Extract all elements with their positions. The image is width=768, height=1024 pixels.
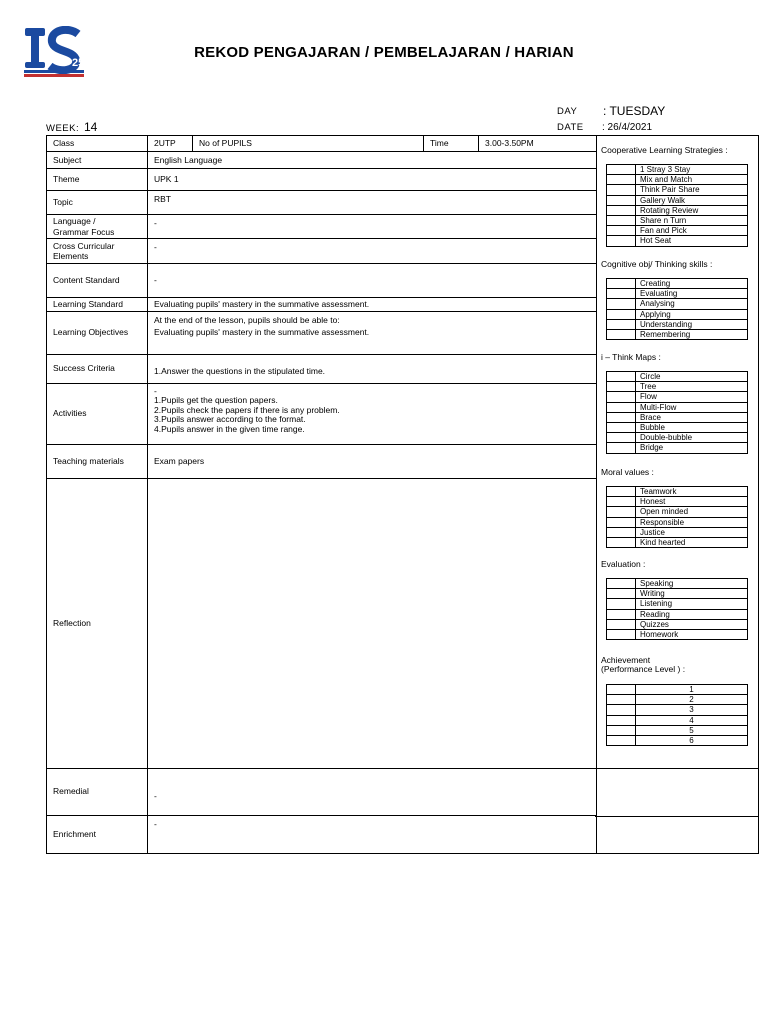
class-row <box>47 136 597 152</box>
teaching-materials-label: Teaching materials <box>47 444 148 478</box>
checkbox[interactable] <box>607 205 636 215</box>
checkbox[interactable] <box>607 487 636 497</box>
checkbox[interactable] <box>607 195 636 205</box>
success-criteria-value: 1.Answer the questions in the stipulated time. <box>148 354 597 383</box>
cog-item: Creating <box>636 279 748 289</box>
page-title: REKOD PENGAJARAN / PEMBELAJARAN / HARIAN <box>194 44 574 61</box>
cog-item: Analysing <box>636 299 748 309</box>
lesson-table <box>46 135 597 854</box>
checkbox[interactable] <box>607 433 636 443</box>
activities-dash: - <box>154 385 157 396</box>
checkbox[interactable] <box>607 422 636 432</box>
checkbox[interactable] <box>607 279 636 289</box>
level-item: 1 <box>636 685 748 695</box>
checkbox[interactable] <box>607 497 636 507</box>
cross-curricular-label <box>47 239 148 264</box>
checkbox[interactable] <box>607 589 636 599</box>
moral-title: Moral values : <box>601 467 654 477</box>
moral-item: Open minded <box>636 507 748 517</box>
checkbox[interactable] <box>607 443 636 453</box>
moral-item: Honest <box>636 497 748 507</box>
level-item: 4 <box>636 715 748 725</box>
success-criteria-label: Success Criteria <box>47 354 148 383</box>
checkbox[interactable] <box>607 319 636 329</box>
achievement-title-1: Achievement <box>601 655 651 665</box>
checkbox[interactable] <box>607 226 636 236</box>
reflection-label: Reflection <box>47 478 148 768</box>
activity-item: 2.Pupils check the papers if there is any problem. <box>154 404 340 415</box>
date-value: : 26/4/2021 <box>602 122 653 133</box>
pupils-label: No of PUPILS <box>193 136 424 152</box>
class-value: 2UTP <box>148 136 193 152</box>
activities-label: Activities <box>47 383 148 444</box>
cog-list <box>606 278 748 340</box>
checkbox[interactable] <box>607 392 636 402</box>
cross-label-2: Elements <box>53 251 89 261</box>
checkbox[interactable] <box>607 609 636 619</box>
activities-value <box>148 383 597 444</box>
achievement-list <box>606 684 748 746</box>
moral-item: Justice <box>636 527 748 537</box>
coop-item: Think Pair Share <box>636 185 748 195</box>
learning-standard-value: Evaluating pupils' mastery in the summative assessment. <box>148 298 597 312</box>
eval-item: Homework <box>636 629 748 639</box>
coop-item: Rotating Review <box>636 205 748 215</box>
theme-label: Theme <box>47 169 148 191</box>
remedial-label: Remedial <box>47 768 148 815</box>
moral-item: Teamwork <box>636 487 748 497</box>
content-standard-label: Content Standard <box>47 264 148 298</box>
cross-label-1: Cross Curricular <box>53 240 115 251</box>
checkbox[interactable] <box>607 619 636 629</box>
map-item: Tree <box>636 382 748 392</box>
checkbox[interactable] <box>607 382 636 392</box>
map-item: Bubble <box>636 422 748 432</box>
topic-label: Topic <box>47 191 148 215</box>
objectives-line-1: At the end of the lesson, pupils should be able to: <box>154 314 340 325</box>
checkbox[interactable] <box>607 165 636 175</box>
moral-item: Responsible <box>636 517 748 527</box>
learning-objectives-value <box>148 311 597 354</box>
checkbox[interactable] <box>607 599 636 609</box>
checkbox[interactable] <box>607 329 636 339</box>
checkbox[interactable] <box>607 705 636 715</box>
coop-item: Gallery Walk <box>636 195 748 205</box>
coop-item: Hot Seat <box>636 236 748 246</box>
checkbox[interactable] <box>607 629 636 639</box>
checkbox[interactable] <box>607 185 636 195</box>
level-item: 6 <box>636 735 748 745</box>
objectives-line-2: Evaluating pupils' mastery in the summative assessment. <box>154 327 370 337</box>
eval-item: Writing <box>636 589 748 599</box>
cog-title: Cognitive obj/ Thinking skills : <box>601 259 713 269</box>
checkbox[interactable] <box>607 289 636 299</box>
coop-item: Fan and Pick <box>636 226 748 236</box>
map-item: Brace <box>636 412 748 422</box>
checkbox[interactable] <box>607 175 636 185</box>
checkbox[interactable] <box>607 507 636 517</box>
eval-item: Listening <box>636 599 748 609</box>
language-label-2: Grammar Focus <box>53 226 115 237</box>
moral-item: Kind hearted <box>636 537 748 547</box>
subject-label: Subject <box>47 152 148 169</box>
maps-list <box>606 371 748 454</box>
enrichment-value: - <box>148 815 597 853</box>
class-label: Class <box>47 136 148 152</box>
level-item: 5 <box>636 725 748 735</box>
map-item: Flow <box>636 392 748 402</box>
activity-item: 4.Pupils answer in the given time range. <box>154 423 305 434</box>
subject-value: English Language <box>148 152 597 169</box>
checkbox[interactable] <box>607 309 636 319</box>
map-item: Circle <box>636 372 748 382</box>
day-value: : TUESDAY <box>603 104 666 118</box>
reflection-value <box>148 478 597 768</box>
activity-item: 3.Pupils answer according to the format. <box>154 414 306 425</box>
maps-title: i – Think Maps : <box>601 352 661 362</box>
checkbox[interactable] <box>607 695 636 705</box>
coop-item: Share n Turn <box>636 215 748 225</box>
eval-title: Evaluation : <box>601 559 646 569</box>
eval-item: Reading <box>636 609 748 619</box>
sidebar-bottom-panel <box>595 769 759 854</box>
learning-standard-label: Learning Standard <box>47 298 148 312</box>
sidebar-divider <box>595 816 759 817</box>
checkbox[interactable] <box>607 412 636 422</box>
coop-list <box>606 164 748 247</box>
cog-item: Evaluating <box>636 289 748 299</box>
content-standard-value: - <box>148 264 597 298</box>
checkbox[interactable] <box>607 299 636 309</box>
enrichment-label: Enrichment <box>47 815 148 853</box>
level-item: 2 <box>636 695 748 705</box>
checkbox[interactable] <box>607 372 636 382</box>
cross-value: - <box>148 239 597 264</box>
checkbox[interactable] <box>607 725 636 735</box>
checkbox[interactable] <box>607 517 636 527</box>
checkbox[interactable] <box>607 579 636 589</box>
achievement-title-2: (Performance Level ) : <box>601 664 686 674</box>
theme-value: UPK 1 <box>148 169 597 191</box>
eval-item: Speaking <box>636 579 748 589</box>
language-value: - <box>148 215 597 239</box>
remedial-value: - <box>148 768 597 815</box>
time-value: 3.00-3.50PM <box>479 136 597 152</box>
coop-title: Cooperative Learning Strategies : <box>601 145 728 155</box>
cog-item: Applying <box>636 309 748 319</box>
checkbox[interactable] <box>607 685 636 695</box>
checkbox[interactable] <box>607 402 636 412</box>
checkbox[interactable] <box>607 735 636 745</box>
date-label: DATE <box>557 122 584 133</box>
level-item: 3 <box>636 705 748 715</box>
topic-value: RBT <box>148 191 597 215</box>
map-item: Multi-Flow <box>636 402 748 412</box>
learning-objectives-label: Learning Objectives <box>47 311 148 354</box>
language-label-1: Language / <box>53 216 96 226</box>
coop-item: 1 Stray 3 Stay <box>636 165 748 175</box>
cog-item: Remembering <box>636 329 748 339</box>
checkbox[interactable] <box>607 527 636 537</box>
day-label: DAY <box>557 106 578 117</box>
map-item: Double-bubble <box>636 433 748 443</box>
moral-list <box>606 486 748 548</box>
time-label: Time <box>424 136 479 152</box>
map-item: Bridge <box>636 443 748 453</box>
week-label: WEEK: <box>46 123 80 134</box>
eval-list <box>606 578 748 640</box>
checkbox[interactable] <box>607 715 636 725</box>
coop-item: Mix and Match <box>636 175 748 185</box>
eval-item: Quizzes <box>636 619 748 629</box>
svg-text:25: 25 <box>72 57 85 69</box>
teaching-materials-value: Exam papers <box>148 444 597 478</box>
language-focus-label <box>47 215 148 239</box>
checkbox[interactable] <box>607 537 636 547</box>
activity-item: 1.Pupils get the question papers. <box>154 395 278 406</box>
checkbox[interactable] <box>607 215 636 225</box>
checkbox[interactable] <box>607 236 636 246</box>
week-value: 14 <box>84 120 98 134</box>
cog-item: Understanding <box>636 319 748 329</box>
